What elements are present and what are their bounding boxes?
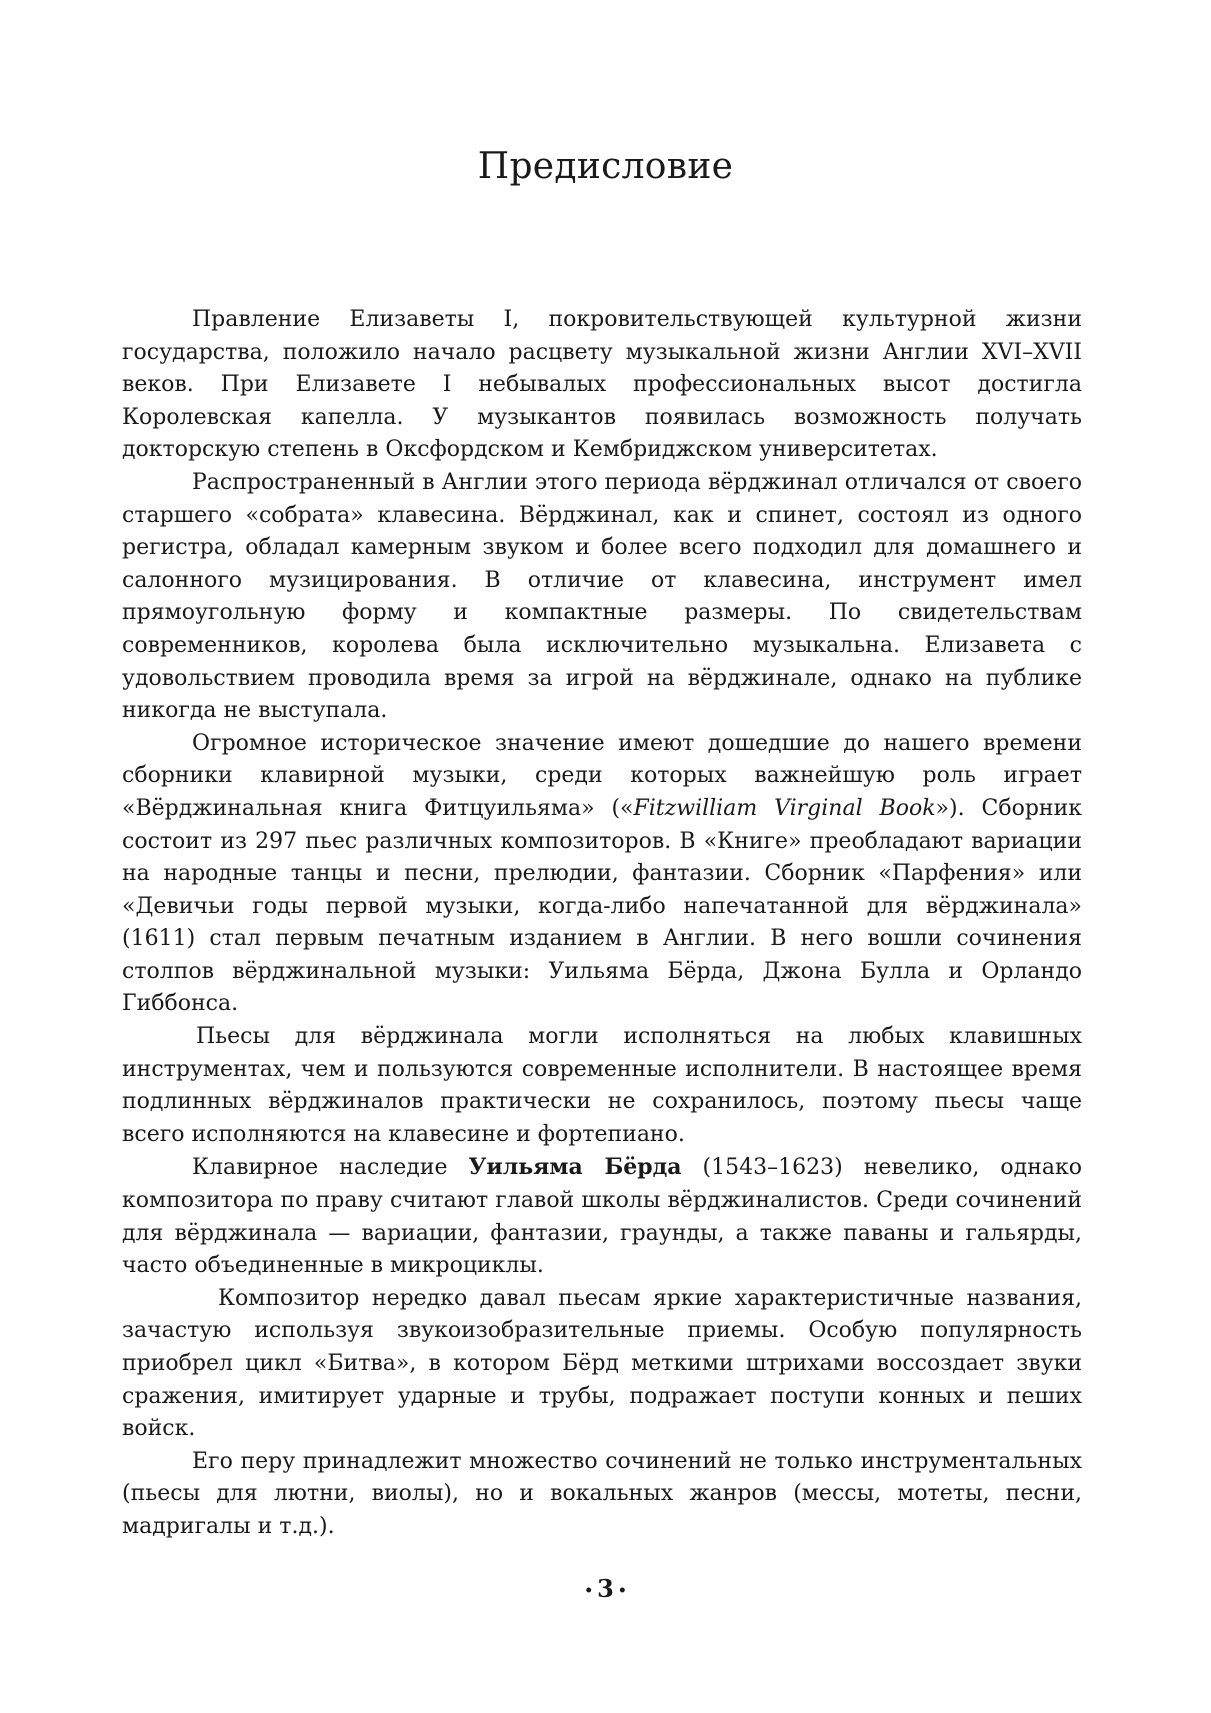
page-number-value: 3 bbox=[597, 1574, 614, 1603]
page-title: Предисловие bbox=[477, 146, 734, 188]
page-number-dot-right: • bbox=[617, 1582, 627, 1599]
paragraph-1: Правление Елизаветы I, покровительствующей культурной жизни государства, положило начало расцвету музыкальной жизни Англии XVI–XVII веков. При Елизавете I небывалых профессиональных высот достигла Королевская капелла. У музыкантов появилась возможность получать докторскую степень в Оксфордском и Кембриджском университетах. bbox=[122, 307, 1082, 463]
paragraph-7: Его перу принадлежит множество сочинений не только инструментальных (пьесы для лютни, виолы), но и вокальных жанров (мессы, мотеты, песни, мадригалы и т.д.). bbox=[122, 1448, 1082, 1539]
paragraph-5-part2: (1543–1623) невелико, однако композитора по праву считают главой школы вёрджиналистов. Среди сочинений для вёрджинала — вариации, фантазии, граунды, а также паваны и гальярды, часто объединенные в микроциклы. bbox=[122, 1155, 1082, 1279]
paragraph-5-part1: Клавирное наследие bbox=[192, 1155, 469, 1181]
page-number bbox=[0, 1574, 1211, 1603]
paragraph-6: Композитор нередко давал пьесам яркие характеристичные названия, зачастую используя звукоизобразительные приемы. Особую популярность приобрел цикл «Битва», в котором Бёрд меткими штрихами воссоздает звуки сражения, имитирует ударные и трубы, подражает поступи конных и пеших войск. bbox=[122, 1285, 1082, 1442]
paragraph-3-part1: Огромное историческое значение имеют дошедшие до нашего времени сборники клавирной музыки, среди которых важнейшую роль играет «Вёрджинальная книга Фитцуильяма» (« bbox=[122, 730, 1082, 821]
paragraph-5 bbox=[122, 1151, 1082, 1282]
paragraph-3-part2: »). Сборник состоит из 297 пьес различных композиторов. В «Книге» преобладают вариации на народные танцы и песни, прелюдии, фантазии. Сборник «Парфения» или «Девичьи годы первой музыки, когда-либо напечатанной для вёрджинала» (1611) стал первым печатным изданием в Англии. В него вошли сочинения столпов вёрджинальной музыки: Уильяма Бёрда, Джона Булла и Орландо Гиббонса. bbox=[122, 795, 1082, 1017]
body-text bbox=[122, 304, 1082, 1544]
paragraph-4: Пьесы для вёрджинала могли исполняться на любых клавишных инструментах, чем и пользуются современные исполнители. В настоящее время подлинных вёрджиналов практически не сохранилось, поэтому пьесы чаще всего исполняются на клавесине и фортепиано. bbox=[122, 1024, 1082, 1147]
paragraph-3 bbox=[122, 728, 1082, 1021]
composer-name-bold: Уильяма Бёрда bbox=[468, 1154, 682, 1181]
paragraph-2: Распространенный в Англии этого периода вёрджинал отличался от своего старшего «собрата» клавесина. Вёрджинал, как и спинет, состоял из одного регистра, обладал камерным звуком и более всего подходил для домашнего и салонного музицирования. В отличие от клавесина, инструмент имел прямоугольную форму и компактные размеры. По свидетельствам современников, королева была исключительно музыкальна. Елизавета с удовольствием проводила время за игрой на вёрджинале, однако на публике никогда не выступала. bbox=[122, 469, 1082, 724]
page-number-dot-left: • bbox=[584, 1582, 594, 1599]
book-title-italic: Fitzwilliam Virginal Book bbox=[633, 795, 936, 821]
